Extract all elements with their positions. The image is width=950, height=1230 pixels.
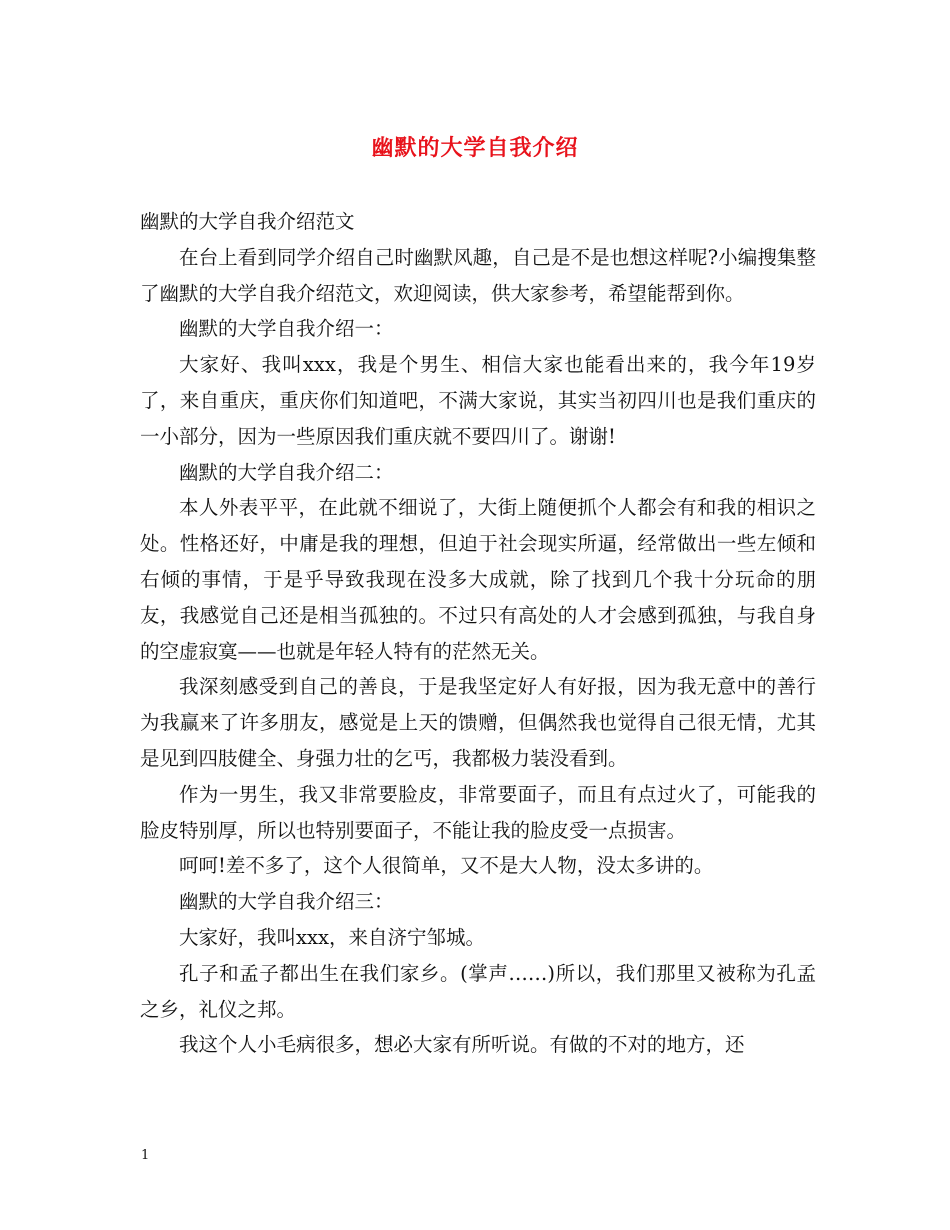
- paragraph: 大家好，我叫xxx，来自济宁邹城。: [179, 925, 485, 949]
- paragraph: 幽默的大学自我介绍范文: [140, 210, 355, 233]
- section-heading: 幽默的大学自我介绍一：: [179, 317, 394, 341]
- paragraph: 我深刻感受到自己的善良，于是我坚定好人有好报，因为我无意中的善行为我赢来了许多朋友，感觉是上天的馈赠，但偶然我也觉得自己很无情，尤其是见到四肢健全、身强力壮的乞丐，我都极力装没看到。: [140, 675, 816, 770]
- document-body: [140, 204, 816, 1063]
- page-number: 1: [141, 1148, 150, 1163]
- paragraph: 在台上看到同学介绍自己时幽默风趣，自己是不是也想这样呢?小编搜集整了幽默的大学自我介绍范文，欢迎阅读，供大家参考，希望能帮到你。: [140, 245, 816, 305]
- paragraph: 呵呵!差不多了，这个人很简单，又不是大人物，没太多讲的。: [179, 854, 714, 878]
- section-heading: 幽默的大学自我介绍三：: [179, 890, 394, 914]
- paragraph: 作为一男生，我又非常要脸皮，非常要面子，而且有点过火了，可能我的脸皮特别厚，所以也特别要面子，不能让我的脸皮受一点损害。: [140, 782, 816, 842]
- section-heading: 幽默的大学自我介绍二：: [179, 460, 394, 484]
- document-title: 幽默的大学自我介绍: [371, 135, 579, 161]
- paragraph: 本人外表平平，在此就不细说了，大街上随便抓个人都会有和我的相识之处。性格还好，中庸是我的理想，但迫于社会现实所逼，经常做出一些左倾和右倾的事情，于是乎导致我现在没多大成就，除了找到几个我十分玩命的朋友，我感觉自己还是相当孤独的。不过只有高处的人才会感到孤独，与我自身的空虚寂寞——也就是年轻人特有的茫然无关。: [140, 496, 816, 663]
- paragraph: 我这个人小毛病很多，想必大家有所听说。有做的不对的地方，还: [179, 1033, 745, 1057]
- paragraph: 大家好、我叫xxx，我是个男生、相信大家也能看出来的，我今年19岁了，来自重庆，重庆你们知道吧，不满大家说，其实当初四川也是我们重庆的一小部分，因为一些原因我们重庆就不要四川了。谢谢!: [140, 353, 816, 448]
- paragraph: 孔子和孟子都出生在我们家乡。(掌声……)所以，我们那里又被称为孔孟之乡，礼仪之邦。: [140, 961, 816, 1021]
